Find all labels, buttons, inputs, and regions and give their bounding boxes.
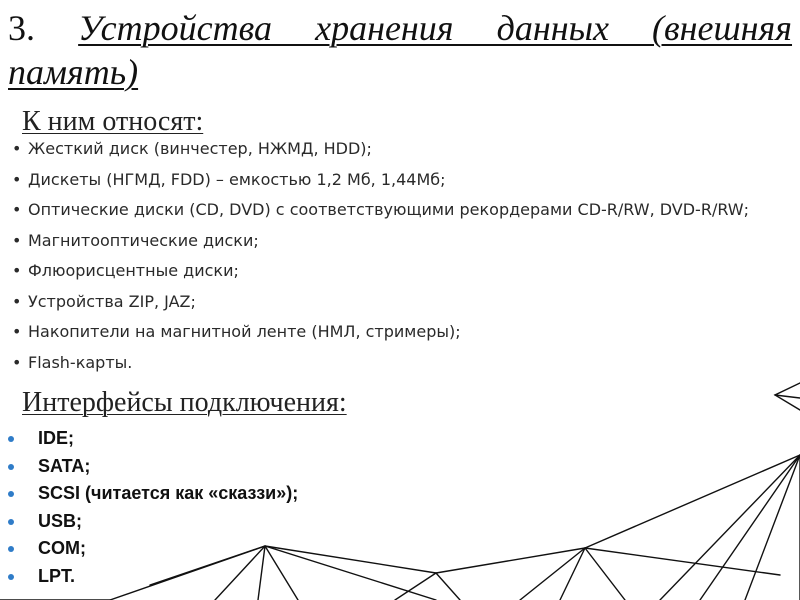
bullet-icon: • <box>12 322 22 341</box>
list-item-text: Оптические диски (CD, DVD) с соответствующими рекордерами CD-R/RW, DVD-R/RW; <box>28 200 750 219</box>
title-text: Устройства хранения данных (внешняя память) <box>8 8 793 92</box>
bullet-icon: • <box>12 352 22 372</box>
list-item-text: USB; <box>38 510 82 531</box>
title-number: 3. <box>8 8 35 48</box>
bullet-icon: • <box>12 291 22 311</box>
list-item-text: SATA; <box>38 455 91 476</box>
bullet-icon: • <box>12 200 22 219</box>
list-item-text: Магнитооптические диски; <box>28 230 259 250</box>
list-item-text: Устройства ZIP, JAZ; <box>28 291 196 311</box>
storage-heading: К ним относят: <box>22 106 204 137</box>
list-item-text: Накопители на магнитной ленте (НМЛ, стримеры); <box>28 322 461 341</box>
bullet-icon: • <box>12 169 22 189</box>
list-item-text: LPT. <box>38 565 76 586</box>
bullet-icon: • <box>12 261 22 280</box>
list-item-text: Дискеты (НГМД, FDD) – емкостью 1,2 Мб, 1,44Мб; <box>28 169 446 189</box>
list-item-text: Flash-карты. <box>28 352 133 372</box>
bullet-icon: • <box>12 230 22 250</box>
bullet-icon: • <box>12 139 22 158</box>
interfaces-heading: Интерфейсы подключения: <box>22 387 347 418</box>
list-item-text: SCSI (читается как «сказзи»); <box>38 483 299 504</box>
list-item-text: COM; <box>38 538 86 559</box>
list-item-text: IDE; <box>38 428 74 448</box>
list-item-text: Жесткий диск (винчестер, НЖМД, HDD); <box>28 139 372 158</box>
list-item-text: Флюорисцентные диски; <box>28 261 239 280</box>
